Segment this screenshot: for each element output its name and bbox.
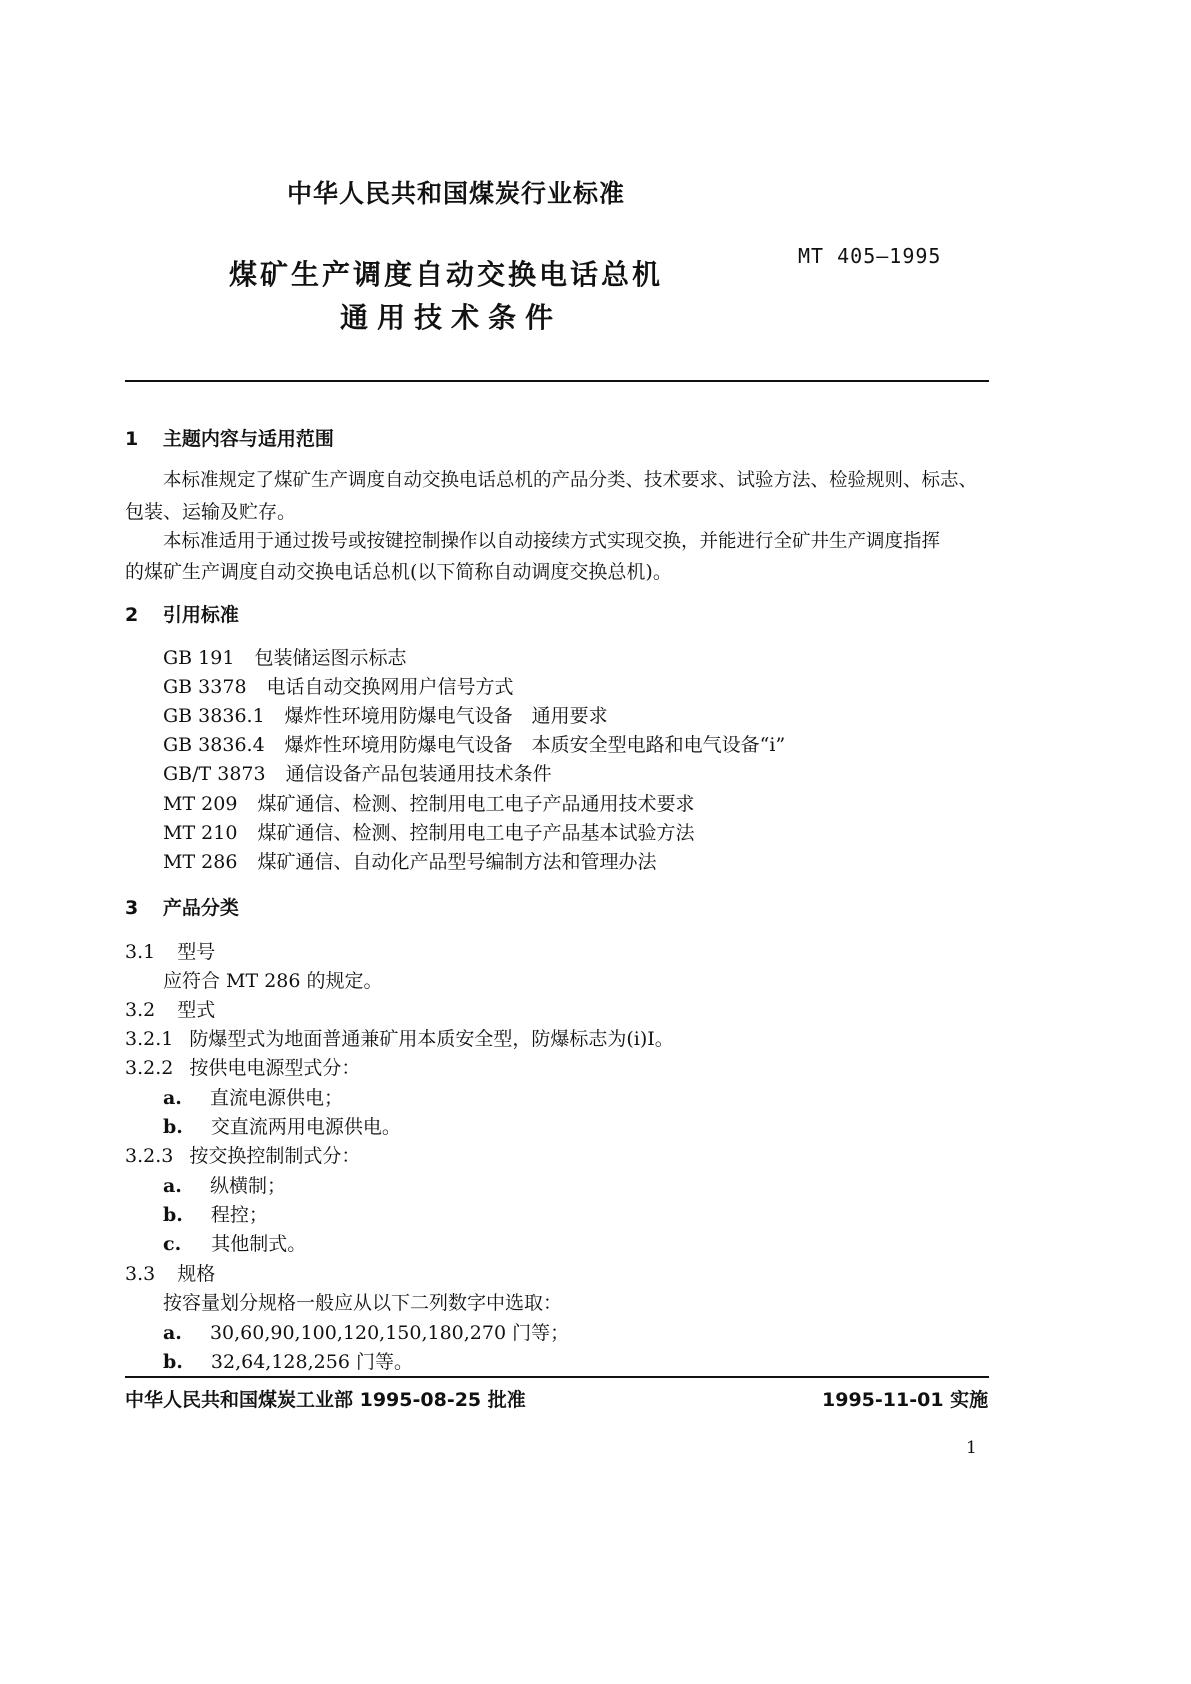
reference-title: 爆炸性环境用防爆电气设备 本质安全型电路和电气设备“i” xyxy=(284,734,786,756)
section-3-heading xyxy=(125,893,239,920)
list-item xyxy=(163,1083,343,1110)
reference-item xyxy=(163,730,785,757)
section-number: 1 xyxy=(125,428,139,450)
list-text: 程控； xyxy=(210,1204,268,1226)
reference-title: 煤矿通信、检测、控制用电工电子产品基本试验方法 xyxy=(257,822,695,844)
list-label: a. xyxy=(163,1322,182,1344)
section-title: 主题内容与适用范围 xyxy=(162,428,334,450)
list-item xyxy=(163,1347,413,1374)
reference-item xyxy=(163,701,608,728)
reference-code: GB 3836.4 xyxy=(163,734,265,756)
clause-number: 3.3 xyxy=(125,1263,156,1285)
section-1-heading xyxy=(125,424,334,451)
list-label: b. xyxy=(163,1116,183,1138)
list-text: 其他制式。 xyxy=(211,1233,307,1255)
list-text: 30,60,90,100,120,150,180,270 门等； xyxy=(209,1322,570,1344)
list-text: 直流电源供电； xyxy=(209,1087,343,1109)
reference-code: MT 210 xyxy=(163,822,238,844)
list-label: b. xyxy=(163,1351,183,1373)
title-divider xyxy=(125,380,989,382)
paragraph: 本标准规定了煤矿生产调度自动交换电话总机的产品分类、技术要求、试验方法、检验规则、标志、 xyxy=(163,470,978,491)
clause-text: 应符合 MT 286 的规定。 xyxy=(163,970,383,992)
clause-text: 防爆型式为地面普通兼矿用本质安全型，防爆标志为(i)I。 xyxy=(189,1028,674,1050)
clause-number: 3.2.3 xyxy=(125,1145,174,1167)
list-item xyxy=(163,1112,401,1139)
section-number: 3 xyxy=(125,897,139,919)
reference-title: 煤矿通信、检测、控制用电工电子产品通用技术要求 xyxy=(257,793,695,815)
reference-code: GB/T 3873 xyxy=(163,763,266,785)
reference-code: MT 286 xyxy=(163,851,238,873)
clause-number: 3.1 xyxy=(125,941,156,963)
doc-title-line1: 煤矿生产调度自动交换电话总机 xyxy=(229,258,664,291)
reference-code: MT 209 xyxy=(163,793,238,815)
paragraph: 的煤矿生产调度自动交换电话总机(以下简称自动调度交换总机)。 xyxy=(125,561,672,583)
section-title: 引用标准 xyxy=(162,604,239,626)
clause-title: 规格 xyxy=(177,1263,216,1285)
clause-number: 3.2.2 xyxy=(125,1057,174,1079)
reference-item xyxy=(163,759,552,786)
list-item xyxy=(163,1229,306,1256)
reference-title: 爆炸性环境用防爆电气设备 通用要求 xyxy=(284,705,608,727)
list-item xyxy=(163,1200,268,1227)
list-label: c. xyxy=(163,1233,182,1255)
list-item xyxy=(163,1171,286,1198)
clause-title: 型式 xyxy=(177,999,216,1021)
section-2-heading xyxy=(125,600,239,627)
clause-3-1 xyxy=(125,937,215,964)
footer-divider xyxy=(125,1376,989,1378)
clause-text: 按供电电源型式分： xyxy=(189,1057,361,1079)
industry-title: 中华人民共和国煤炭行业标准 xyxy=(287,179,626,208)
list-text: 32,64,128,256 门等。 xyxy=(210,1351,413,1373)
doc-title-line2: 通用技术条件 xyxy=(340,301,563,334)
section-title: 产品分类 xyxy=(162,897,239,919)
clause-number: 3.2.1 xyxy=(125,1028,174,1050)
list-text: 交直流两用电源供电。 xyxy=(210,1116,401,1138)
reference-title: 电话自动交换网用户信号方式 xyxy=(266,676,514,698)
reference-title: 包装储运图示标志 xyxy=(254,647,407,669)
clause-text: 按交换控制制式分： xyxy=(189,1145,361,1167)
list-label: a. xyxy=(163,1087,182,1109)
reference-title: 通信设备产品包装通用技术条件 xyxy=(285,763,552,785)
reference-item xyxy=(163,818,694,845)
list-label: b. xyxy=(163,1204,183,1226)
reference-code: GB 3836.1 xyxy=(163,705,265,727)
reference-item xyxy=(163,847,656,874)
reference-code: GB 3378 xyxy=(163,676,247,698)
reference-item xyxy=(163,643,406,670)
clause-3-2-2 xyxy=(125,1053,360,1080)
clause-3-2-3 xyxy=(125,1141,360,1168)
approval-line: 中华人民共和国煤炭工业部 1995-08-25 批准 xyxy=(125,1389,526,1411)
list-label: a. xyxy=(163,1175,182,1197)
reference-item xyxy=(163,789,694,816)
section-number: 2 xyxy=(125,604,139,626)
paragraph: 本标准适用于通过拨号或按键控制操作以自动接续方式实现交换，并能进行全矿井生产调度指挥 xyxy=(163,531,941,552)
clause-number: 3.2 xyxy=(125,999,156,1021)
clause-3-2-1 xyxy=(125,1024,674,1051)
clause-3-2 xyxy=(125,995,215,1022)
clause-3-3 xyxy=(125,1259,215,1286)
clause-title: 型号 xyxy=(177,941,216,963)
clause-text: 按容量划分规格一般应从以下二列数字中选取： xyxy=(163,1292,563,1314)
list-item xyxy=(163,1318,569,1345)
list-text: 纵横制； xyxy=(209,1175,286,1197)
page-number: 1 xyxy=(966,1438,977,1458)
standard-code: MT 405—1995 xyxy=(798,244,942,268)
reference-code: GB 191 xyxy=(163,647,235,669)
paragraph: 包装、运输及贮存。 xyxy=(125,501,297,523)
reference-item xyxy=(163,672,514,699)
reference-title: 煤矿通信、自动化产品型号编制方法和管理办法 xyxy=(257,851,657,873)
effective-date: 1995-11-01 实施 xyxy=(822,1389,989,1411)
